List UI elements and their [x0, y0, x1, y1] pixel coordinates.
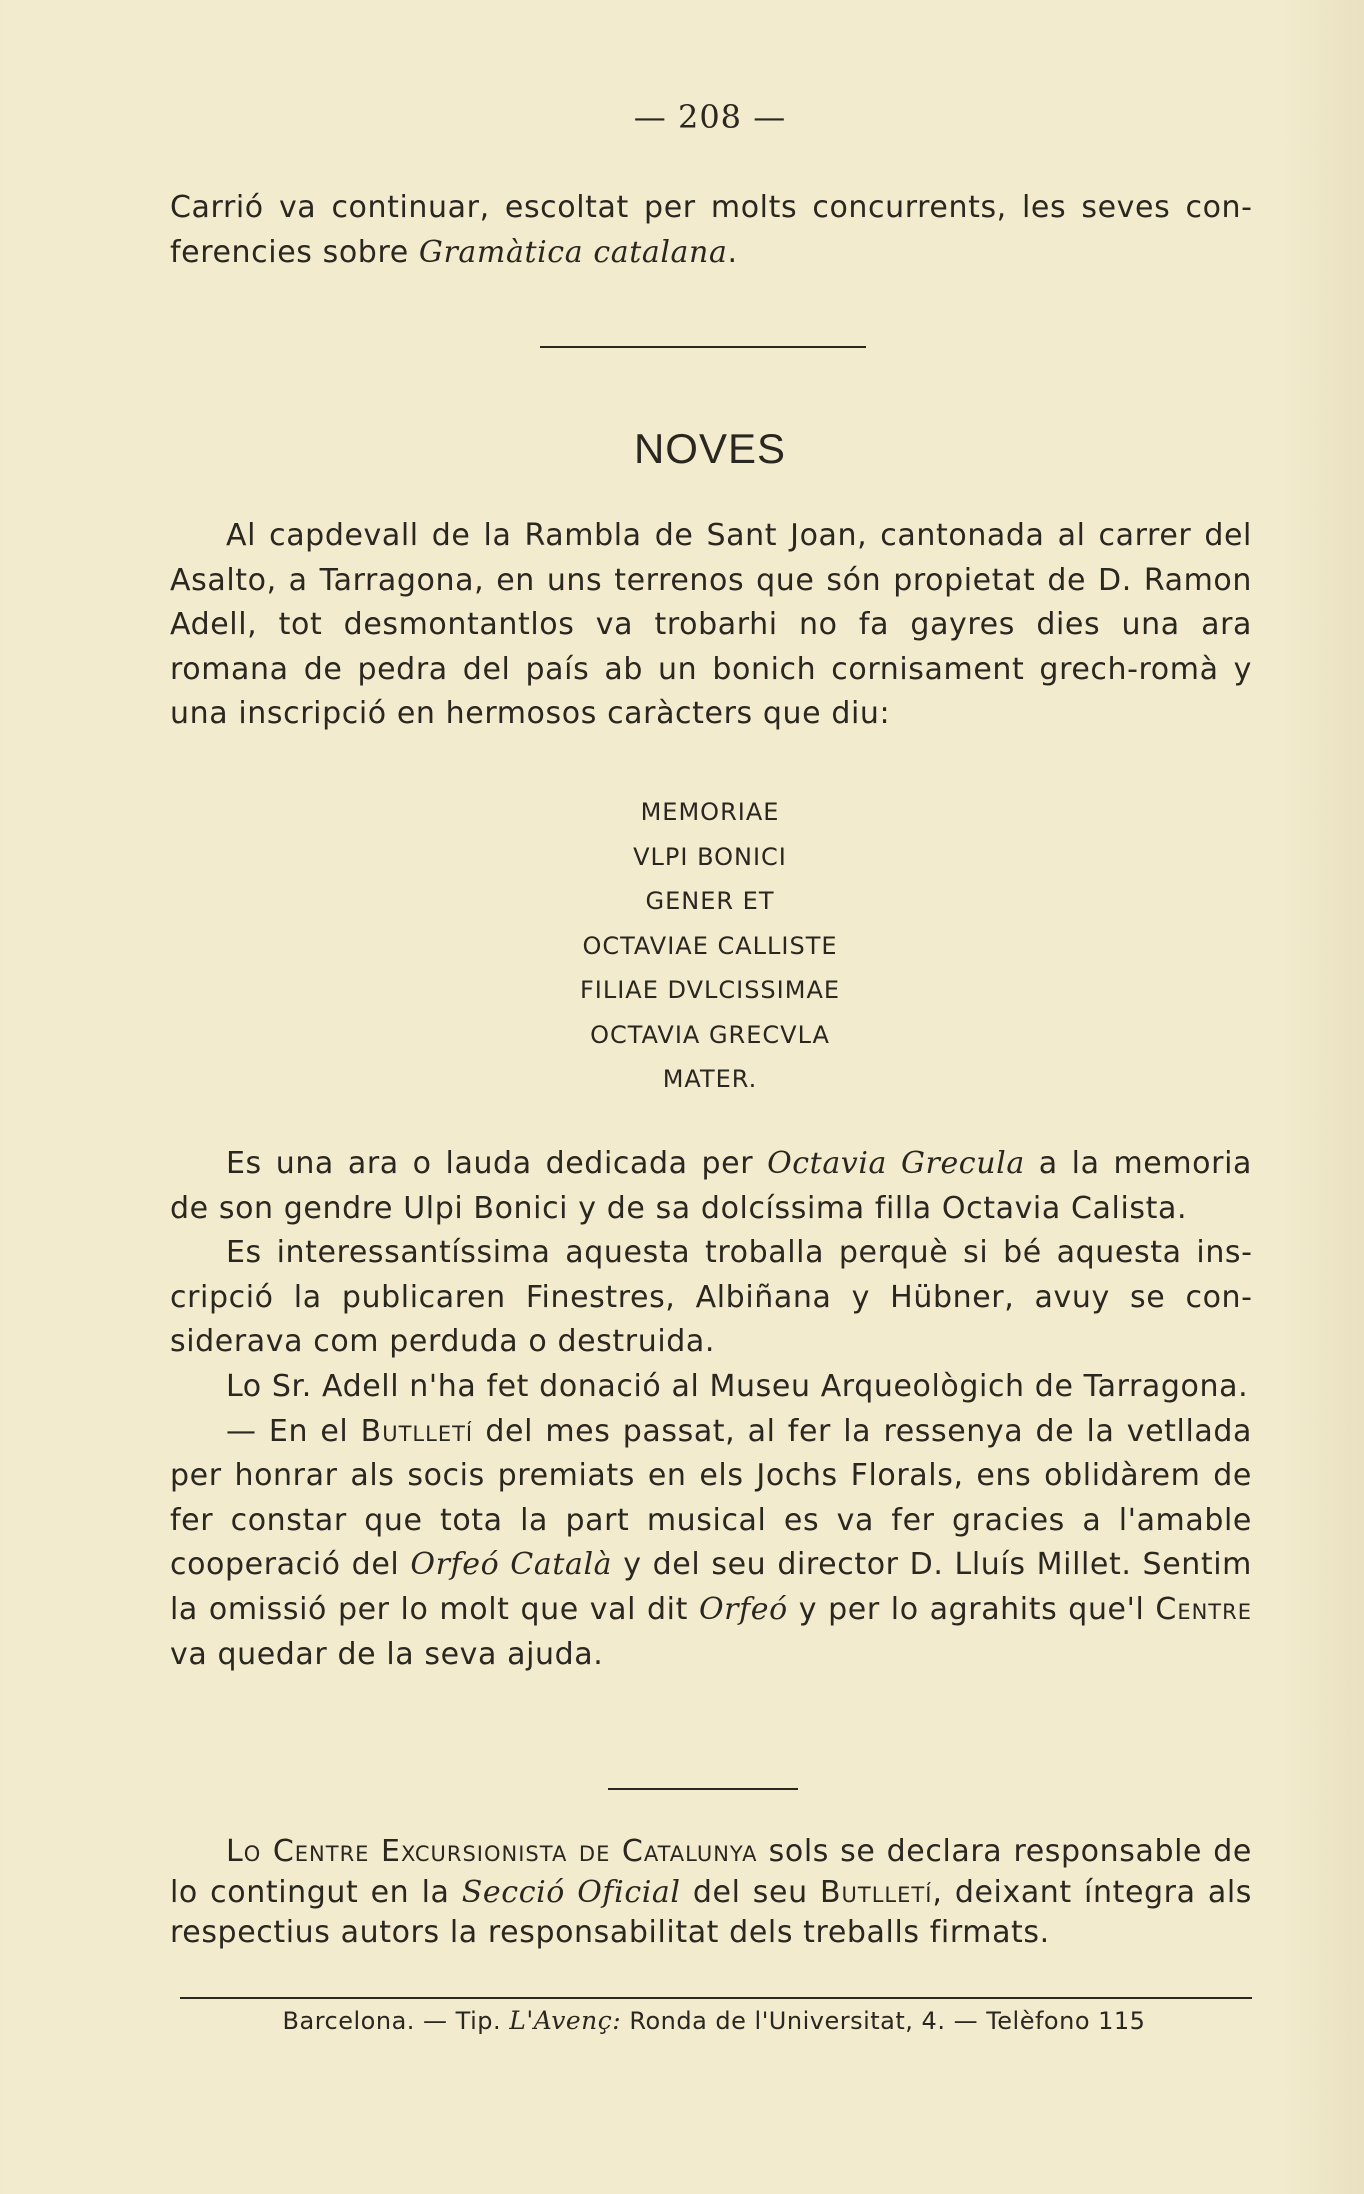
- inscription-line: FILIAE DVLCISSIMAE: [579, 976, 841, 1004]
- divider-middle: [608, 1788, 798, 1790]
- inscription-line: OCTAVIA GRECVLA: [590, 1020, 830, 1049]
- paragraph-2: Es una ara o lauda dedicada per Octavia Grecula a la memoria de son gendre Ulpi Bonici y de sa dolcíssima filla Octavia Calista.: [170, 1146, 1252, 1226]
- paragraph-4: Lo Sr. Adell n'ha fet donació al Museu Arqueològich de Tarragona.: [226, 1368, 1249, 1404]
- footer-rule: [180, 1997, 1252, 1999]
- page-number: — 208 —: [633, 98, 787, 136]
- inscription-line: VLPI BONICI: [633, 842, 787, 871]
- intro-text-after: .: [727, 234, 738, 270]
- paragraph-1: [170, 514, 1252, 737]
- notice-paragraph: Lo Centre Excursionista de Catalunya sols se declara responsable de lo contingut en la Secció Oficial del seu Butlletí, deixant íntegra als respectius autors la responsabilitat dels treballs firmats.: [170, 1834, 1253, 1950]
- divider-top: [540, 346, 866, 348]
- paragraph-3: Es interessantíssima aquesta troballa perquè si bé aquesta inscripció la publicaren Finestres, Albiñana y Hübner, avuy se considerava com perduda o destruida.: [170, 1235, 1252, 1360]
- section-title: NOVES: [633, 425, 787, 472]
- inscription-line: GENER ET: [645, 887, 775, 915]
- intro-italic: Gramàtica catalana: [418, 234, 728, 270]
- inscription-block: [0, 790, 1364, 1102]
- intro-text: Carrió va continuar, escoltat per molts concurrents, les seves conferencies sobre: [170, 190, 1252, 270]
- inscription-line: MATER.: [662, 1065, 758, 1093]
- inscription-line: MEMORIAE: [640, 798, 780, 826]
- paragraph-1-text: Al capdevall de la Rambla de Sant Joan, cantonada al carrer del Asalto, a Tarragona, en uns terrenos que són propietat de D. Ramon Adell, tot desmontantlos va trobarhi no fa gayres dies una ara romana de pedra del país ab un bonich cornisament grech-romà y una inscripció en hermosos caràcters que diu:: [170, 518, 1252, 732]
- printer-footer: Barcelona. — Tip. L'Avenç: Ronda de l'Universitat, 4. — Telèfono 115: [282, 2006, 1146, 2035]
- paragraph-5: — En el Butlletí del mes passat, al fer la ressenya de la vetllada per honrar als socis premiats en els Jochs Florals, ens oblidàrem de fer constar que tota la part musical es va fer gracies a l'amable cooperació del Orfeó Català y del seu director D. Lluís Millet. Sentim la omissió per lo molt que val dit Orfeó y per lo agrahits que'l Centre va quedar de la seva ajuda.: [170, 1413, 1252, 1672]
- inscription-line: OCTAVIAE CALLISTE: [582, 931, 838, 960]
- intro-paragraph: [170, 186, 1252, 275]
- body-paragraphs: [170, 1142, 1252, 1677]
